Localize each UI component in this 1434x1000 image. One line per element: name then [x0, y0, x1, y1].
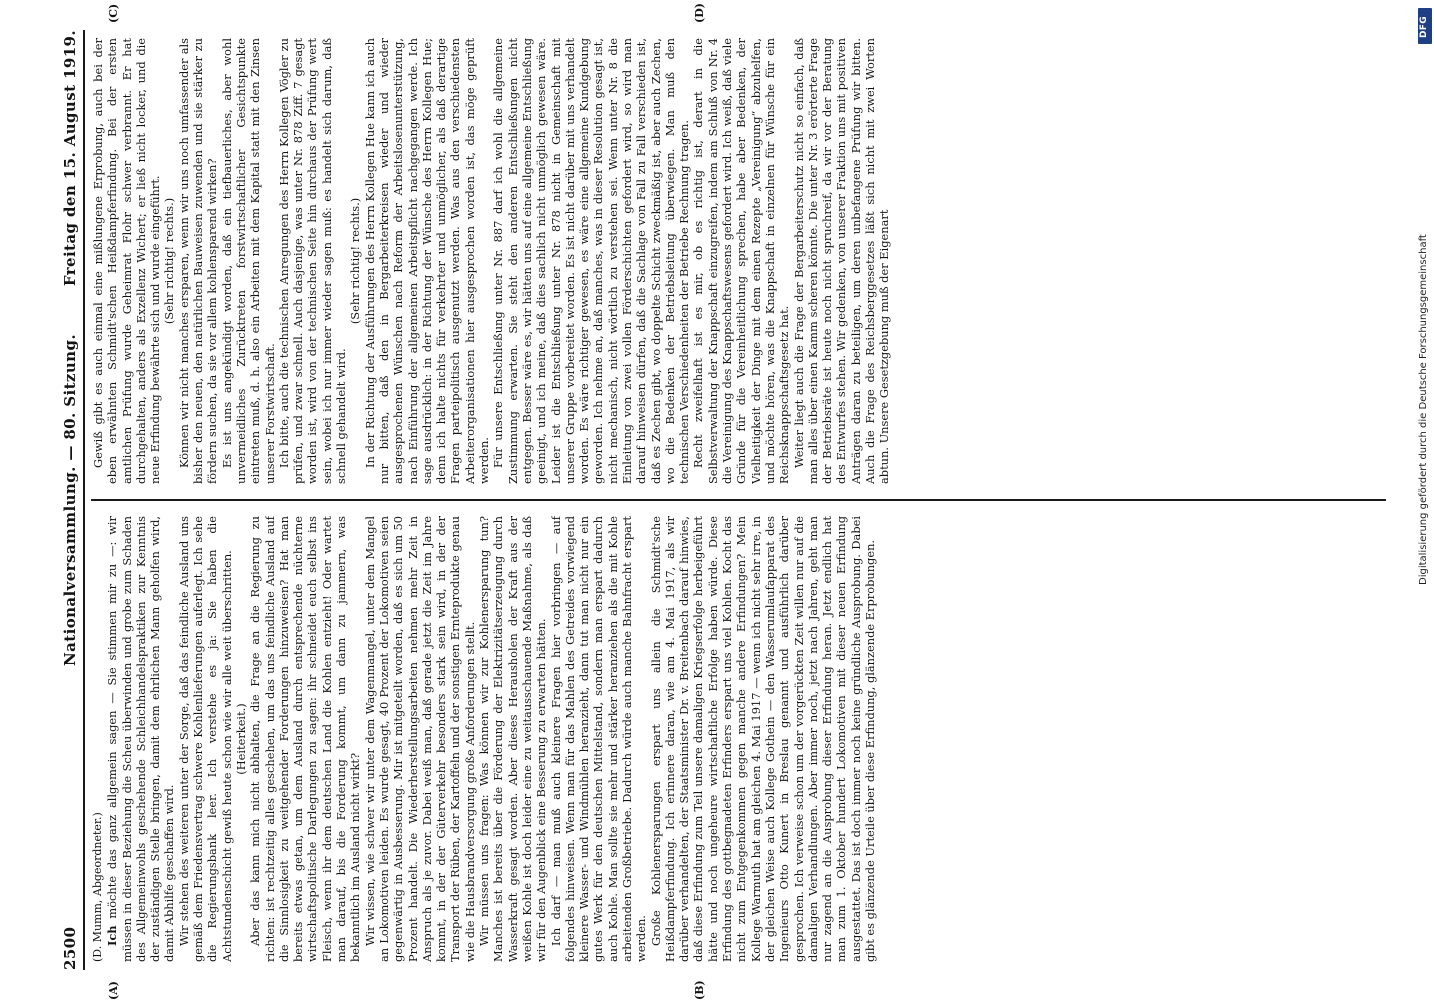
- margin-marker-d: (D): [693, 3, 706, 23]
- paragraph-text: Wir stehen des weiteren unter der Sorge, daß das feindliche Ausland uns gemäß dem Friedensvertrag schwere Kohlenlieferungen auferlegt. Ich sehe die Regierungsbank leer. Ich verstehe es ja: Sie haben die Achtstundenschicht gewiß heute schon wie wir alle weit überschritten.: [176, 516, 234, 962]
- interjection: [234, 516, 248, 962]
- paragraph: [220, 38, 277, 484]
- margin-marker-c: (C): [107, 3, 120, 23]
- paragraph-text: Wir wissen, wie schwer wir unter dem Wagenmangel, unter dem Mangel an Lokomotiven leiden. Es wurde gesagt, 40 Prozent der Lokomotiven seien gegenwärtig in Ausbesserung. Mir ist mitgeteilt worden, daß es sich um 50 Prozent handelt. Die Wiederherstellungsarbeiten nehmen mehr Zeit in Anspruch als je zuvor. Dabei weiß man, daß gerade jetzt die Zeit im Jahre kommt, in der der Güterverkehr besonders stark sein wird, in der der Transport der Rüben, der Kartoffeln und der sonstigen Ernteprodukte genau wie die Hausbrandversorgung große Anforderungen stellt.: [362, 516, 477, 962]
- paragraph-text: (Sehr richtig! rechts.): [348, 197, 363, 325]
- paragraph-text: Weiter liegt auch die Frage der Bergarbeiterschutz nicht so einfach, daß man alles über einen Kamm scheren könnte. Die unter Nr. 3 erörterte Frage der Betriebsräte ist heute noch nicht spruchreif, da wir vor der Beratung des Entwurfes stehen. Wir gedenken, von unserer Fraktion uns mit positiven Anträgen daran zu beteiligen, um deren unbefangene Prüfung wir bitten. Auch die Frage des Reichsberggesetzes läßt sich nicht mit zwei Worten abtun. Unsere Gesetzgebung muß der Eigenart: [791, 38, 892, 484]
- paragraph: [363, 516, 477, 962]
- paragraph: [177, 516, 234, 962]
- column-rule: [91, 499, 1386, 501]
- paragraph-text: Recht zweifelhaft ist es mir, ob es richtig ist, derart in die Selbstverwaltung der Knappschaft einzugreifen, indem am Schluß von Nr. 4 die Vereinigung des Knappschaftswesens gefordert wird. Ich weiß, daß viele Gründe für die Vereinheitlichung sprechen, habe aber Bedenken, der Vielheitigkeit der Dinge mit dem einen Rezepte „Vereinigung“ abzuhelfen, und möchte hören, was die Knappschaft in einzelnen für Wünsche für ein Reichsknappschaftsgesetz hat.: [691, 38, 792, 484]
- paragraph: [491, 38, 691, 484]
- newspaper-page: [45, 3, 1395, 1000]
- paragraph: [277, 38, 348, 484]
- paragraph: [105, 516, 176, 962]
- bold-lead: Ich: [105, 925, 120, 946]
- paragraph-text: Ich darf — man muß auch kleinere Fragen hier vorbringen — auf folgendes hinweisen. Wenn man für das Mahlen des Getreides vorwiegend kleinere Wasser- und Windmühlen heranzieht, dann tut man nicht nur ein gutes Werk für den deutschen Mittelstand, sondern man erspart dadurch auch Kohle. Man sollte sie mehr und stärker heranziehen als die mit Kohle arbeitenden Großbetriebe. Dadurch würde auch manche Bahnfracht erspart werden.: [548, 516, 649, 962]
- paragraph-text: Können wir nicht manches ersparen, wenn wir uns noch umfassender als bisher den neuen, den natürlichen Bauweisen zuwenden und sie stärker zu fördern suchen, da sie vor allem kohlensparend wirken?: [176, 38, 220, 484]
- paragraph: [792, 38, 892, 484]
- paragraph-text: (D. Mumm, Abgeordneter.): [91, 812, 104, 962]
- paragraph: [691, 38, 791, 484]
- left-text-column: [91, 516, 1386, 962]
- margin-marker-b: (B): [693, 980, 706, 1000]
- paragraph: [363, 38, 492, 484]
- paragraph-text: Große Kohlenersparungen erspart uns allein die Schmidt'sche Heißdampferfindung. Ich erinnere daran, wie am 4. Mai 1917, als wir darüber verhandelten, der Staatsminister Dr. v. Breitenbach darauf hinwies, daß diese Erfindung zum Teil unsere damaligen Kriegserfolge herbeigeführt hätte und noch ungeheure wirtschaftliche Erfolge haben würde. Diese Erfindung des gottbegnadeten Erfinders erspart uns viel Kohlen. Kocht das nicht zum Entgegenkommen gegen manche andere Erfindungen? Mein Kollege Warmuth hat am gleichen 4. Mai 1917 — wenn ich nicht sehr irre, in der gleichen Weise auch Kollege Gothein — den Wasserumlaufapparat des Ingenieurs Otto Kunert in Breslau genannt und ausführlich darüber gesprochen. Ich verweise schon um der vorgerückten Zeit willen nur auf die damaligen Verhandlungen. Aber immer noch, jetzt nach Jahren, geht man nur zagend an die Ausprobung dieser Erfindung heran. Jetzt endlich hat man zum 1. Oktober hundert Lokomotiven mit dieser neuen Erfindung ausgestattet. Das ist doch immer noch keine gründliche Ausprobung. Dabei gibt es glänzende Urteile über diese Erfindung, glänzende Erprobungen.: [648, 516, 878, 962]
- paragraph-text: Für unsere Entschließung unter Nr. 887 darf ich wohl die allgemeine Zustimmung erwarten. Sie steht den anderen Entschließungen nicht entgegen. Besser wäre es, wir hätten uns auf eine allgemeine Entschließung geeinigt, und ich meine, daß dies sachlich nicht unmöglich gewesen wäre. Leider ist die Entschließung unter Nr. 878 nicht in Gemeinschaft mit unserer Gruppe vorbereitet worden. Es ist nicht darüber mit uns verhandelt worden. Es wäre richtiger gewesen, es wäre eine allgemeine Kundgebung geworden. Ich nehme an, daß manches, was in dieser Resolution gesagt ist, nicht mechanisch, nicht wörtlich zu verstehen sei. Wenn unter Nr. 8 die Einleitung von zwei vollen Förderschichten gefordert wird, so wird man darauf hinweisen dürfen, daß die Sachlage von Fall zu Fall verschieden ist, daß es Zechen gibt, wo doppelte Schicht zweckmäßig ist, aber auch Zechen, wo die Bedenken der Betriebsleitung überwiegen. Man muß den technischen Verschiedenheiten der Betriebe Rechnung tragen.: [491, 38, 692, 484]
- paragraph: [477, 516, 548, 962]
- paragraph-text: In der Richtung der Ausführungen des Herrn Kollegen Hue kann ich auch nur bitten, daß den in Bergarbeiterkreisen wieder und wieder ausgesprochenen Wünschen nach Reform der Arbeitslosenunterstützung, nach Einführung der allgemeinen Arbeitspflicht nachgegangen werde. Ich sage ausdrücklich: in der Richtung der Wünsche des Herrn Kollegen Hue; denn ich halte nichts für verkehrter und unmöglicher, als daß derartige Fragen parteipolitisch ausgenutzt werden. Was aus den verschiedensten Arbeiterorganisationen hier ausgesprochen worden ist, das möge geprüft werden.: [362, 38, 492, 484]
- paragraph-text: Ich bitte, auch die technischen Anregungen des Herrn Kollegen Vögler zu prüfen, und zwar schnell. Auch dasjenige, was unter Nr. 878 Ziff. 7 gesagt worden ist, wird von der technischen Seite hin durchaus der Prüfung wert sein, wobei ich nur immer wieder sagen muß: es handelt sich darum, daß schnell gehandelt wird.: [276, 38, 349, 484]
- dfg-logo-text: DFG: [1419, 16, 1429, 38]
- paragraph-text: (Sehr richtig! rechts.): [162, 197, 177, 325]
- paragraph-text: Wir müssen uns fragen: Was können wir zur Kohlenersparung tun? Manches ist bereits über die Förderung der Elektrizitätserzeugung durch Wasserkraft gesagt worden. Aber dieses Herausholen der Kraft aus der weißen Kohle ist doch leider eine zu weitausschauende Maßnahme, als daß wir für den Augenblick eine Besserung zu erwarten hätten.: [477, 516, 549, 962]
- digitization-watermark: [1416, 10, 1434, 590]
- paragraph: [91, 38, 162, 484]
- paragraph: [248, 516, 362, 962]
- paragraph-text: (Heiterkeit.): [233, 703, 248, 775]
- paragraph: [549, 516, 649, 962]
- paragraph: [649, 516, 878, 962]
- header-rule: [83, 30, 85, 970]
- interjection: [348, 38, 362, 484]
- interjection: [162, 38, 176, 484]
- page-title: Nationalversammlung. — 80. Sitzung.: [61, 334, 79, 666]
- right-text-column: [91, 38, 1386, 484]
- paragraph-text: Gewiß gibt es auch einmal eine mißlungene Erprobung, auch bei der eben erwähnten Schmidt'schen Heißdampferfindung. Bei der ersten amtlichen Prüfung wurde Geheimrat Flohr schwer verbrannt. Er hat durchgehalten, anders als Exzellenz Wichert; er ließ nicht locker, und die neue Erfindung bewährte sich und wurde eingeführt.: [91, 38, 163, 484]
- dfg-logo: [1418, 8, 1432, 44]
- speaker-label: [91, 516, 105, 962]
- watermark-text: Digitalisierung gefördert durch die Deutsche Forschungsgemeinschaft: [1418, 234, 1429, 585]
- paragraph-text: Es ist uns angekündigt worden, daß ein tiefbauerliches, aber wohl unvermeidliches Zurücktreten forstwirtschaftlicher Gesichtspunkte eintreten muß, d. h. also ein Arbeiten mit dem Kapital statt mit den Zinsen unserer Forstwirtschaft.: [219, 38, 277, 484]
- page-number: 2500: [61, 926, 79, 970]
- paragraph-text: möchte das ganz allgemein sagen — Sie stimmen mir zu —: wir müssen in dieser Beziehung die Scheu überwinden und grobe zum Schaden des Allgemeinwohls geschehende Schleichhandelspraktiken zur Kenntnis der zuständigen Stelle bringen, damit dem ehrlichen Mann geholfen wird, damit Abhilfe geschaffen wird.: [105, 516, 177, 962]
- page-header: [57, 30, 83, 970]
- paragraph-text: Aber das kann mich nicht abhalten, die Frage an die Regierung zu richten: ist rechtzeitig alles geschehen, um das uns feindliche Ausland auf die Sinnlosigkeit zu weitgehender Forderungen hinzuweisen? Hat man bereits etwas getan, um dem Ausland durch entsprechende nüchterne wirtschaftspolitische Darlegungen zu sagen: ihr schneidet euch selbst ins Fleisch, wenn ihr dem deutschen Land die Kohlen entzieht! Oder wartet man darauf, bis die Forderung kommt, um dann zu jammern, was bekanntlich im Ausland nicht wirkt?: [248, 516, 363, 962]
- page-date: Freitag den 15. August 1919.: [61, 30, 79, 287]
- paragraph: [177, 38, 220, 484]
- margin-marker-a: (A): [107, 981, 120, 1000]
